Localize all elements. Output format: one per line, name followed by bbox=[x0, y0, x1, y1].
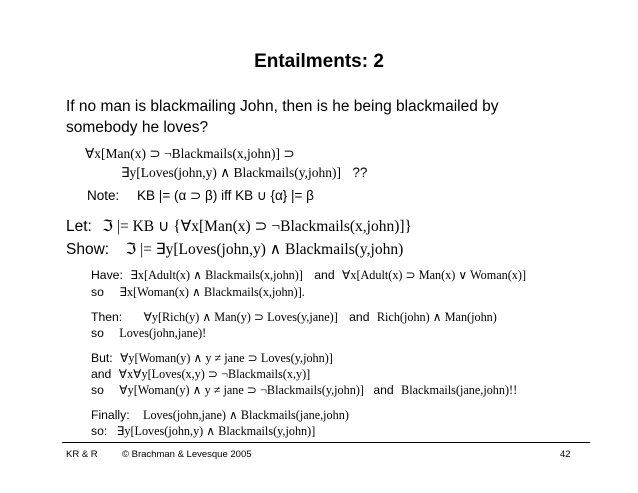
then-formula-b: Rich(john) ∧ Man(john) bbox=[376, 310, 497, 324]
so-colon-label: so: bbox=[91, 424, 108, 438]
let-formula: ℑ |= KB ∪ {∀x[Man(x) ⊃ ¬Blackmails(x,john)]} bbox=[102, 218, 412, 235]
so-label-2: so bbox=[91, 326, 104, 340]
formula-2-suffix: ?? bbox=[352, 165, 368, 180]
footer-divider bbox=[62, 442, 590, 443]
and-label: and bbox=[91, 367, 112, 381]
page-number: 42 bbox=[560, 449, 571, 460]
then-label: Then: bbox=[91, 310, 123, 324]
then-line bbox=[91, 310, 497, 325]
have-label: Have: bbox=[91, 268, 123, 282]
page-title: Entailments: 2 bbox=[254, 51, 384, 72]
so-line-4 bbox=[91, 424, 315, 439]
have-formula-b: ∀x[Adult(x) ⊃ Man(x) ∨ Woman(x)] bbox=[342, 268, 526, 282]
so-formula-4: ∃y[Loves(john,y) ∧ Blackmails(y,john)] bbox=[116, 424, 316, 438]
so-and: and bbox=[373, 383, 394, 397]
show-line bbox=[66, 240, 403, 259]
note-label: Note: bbox=[87, 188, 120, 203]
but-line bbox=[91, 351, 333, 366]
let-label: Let: bbox=[66, 218, 92, 235]
but-formula: ∀y[Woman(y) ∧ y ≠ jane ⊃ Loves(y,john)] bbox=[120, 351, 333, 365]
show-formula: ℑ |= ∃y[Loves(john,y) ∧ Blackmails(y,john) bbox=[125, 241, 404, 258]
so-label-3: so bbox=[91, 383, 104, 397]
footer-left: KR & R bbox=[66, 449, 98, 460]
finally-label: Finally: bbox=[91, 408, 130, 422]
let-line bbox=[66, 217, 412, 236]
so-line-2 bbox=[91, 326, 206, 341]
so-label-1: so bbox=[91, 285, 104, 299]
formula-line-1: ∀x[Man(x) ⊃ ¬Blackmails(x,john)] ⊃ bbox=[85, 146, 295, 161]
have-formula-a: ∃x[Adult(x) ∧ Blackmails(x,john)] bbox=[130, 268, 303, 282]
have-line bbox=[91, 268, 526, 283]
so-line-1 bbox=[91, 285, 305, 300]
show-label: Show: bbox=[66, 241, 110, 258]
finally-line bbox=[91, 408, 349, 423]
question-line-1: If no man is blackmailing John, then is he being blackmailed by bbox=[66, 98, 499, 115]
footer-copyright: © Brachman & Levesque 2005 bbox=[122, 449, 252, 460]
so-formula-1: ∃x[Woman(x) ∧ Blackmails(x,john)]. bbox=[119, 285, 305, 299]
finally-formula: Loves(john,jane) ∧ Blackmails(jane,john) bbox=[143, 408, 349, 422]
formula-2: ∃y[Loves(john,y) ∧ Blackmails(y,john)] bbox=[121, 165, 341, 180]
have-and: and bbox=[314, 268, 335, 282]
note-line bbox=[87, 188, 314, 204]
but-label: But: bbox=[91, 351, 113, 365]
so-formula-3b: Blackmails(jane,john)!! bbox=[401, 383, 518, 397]
so-formula-3a: ∀y[Woman(y) ∧ y ≠ jane ⊃ ¬Blackmails(y,john)] bbox=[119, 383, 364, 397]
then-and: and bbox=[349, 310, 370, 324]
question-line-2: somebody he loves? bbox=[66, 119, 209, 136]
and-formula: ∀x∀y[Loves(x,y) ⊃ ¬Blackmails(x,y)] bbox=[118, 367, 311, 381]
and-line bbox=[91, 367, 310, 382]
so-formula-2: Loves(john,jane)! bbox=[119, 326, 207, 340]
note-text: KB |= (α ⊃ β) iff KB ∪ {α} |= β bbox=[137, 188, 314, 203]
then-formula-a: ∀y[Rich(y) ∧ Man(y) ⊃ Loves(y,jane)] bbox=[143, 310, 338, 324]
formula-line-2 bbox=[121, 165, 367, 181]
so-line-3 bbox=[91, 383, 517, 398]
